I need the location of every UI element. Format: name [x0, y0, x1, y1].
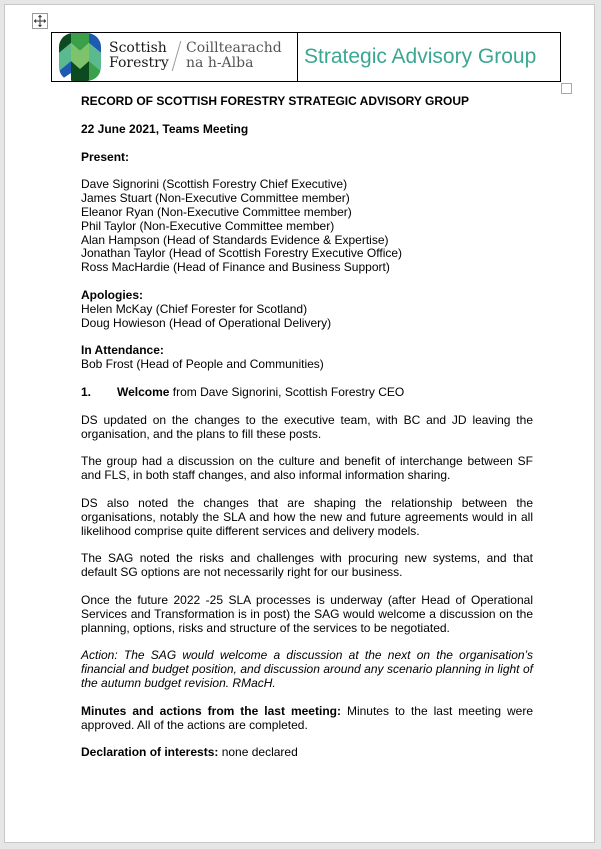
logo-name-english	[109, 41, 169, 71]
declaration-text: none declared	[218, 745, 298, 760]
apologies-label: Apologies:	[81, 287, 143, 302]
paragraph: The group had a discussion on the culture and benefit of interchange between SF and FLS, in both staff changes, and also informal information sharing.	[81, 454, 533, 483]
minutes-section	[81, 705, 533, 733]
present-item: James Stuart (Non-Executive Committee member)	[81, 191, 350, 206]
apologies-section	[81, 289, 533, 330]
present-item: Eleanor Ryan (Non-Executive Committee member)	[81, 204, 352, 219]
agenda-item-number: 1.	[81, 384, 92, 399]
minutes-text: Minutes to the last meeting were approved. All of the actions are completed.	[81, 703, 533, 732]
header-table	[51, 32, 561, 82]
declaration-label: Declaration of interests:	[81, 745, 219, 760]
agenda-item-title: Welcome	[117, 384, 170, 399]
action-item: Action: The SAG would welcome a discussion at the next on the organisation’s financial and budget position, and discussion around any scenario planning in light of the autumn budget revision. RMacH.	[81, 648, 533, 690]
document-page	[4, 4, 595, 843]
attendance-section	[81, 344, 533, 372]
table-resize-handle[interactable]	[561, 83, 572, 94]
present-item: Jonathan Taylor (Head of Scottish Forestry Executive Office)	[81, 246, 403, 261]
paragraph: DS also noted the changes that are shaping the relationship between the organisations, notably the SLA and how the new and future agreements would in all likelihood comprise quite different services and delivery models.	[81, 495, 533, 538]
agenda-item-subtitle: from Dave Signorini, Scottish Forestry CEO	[169, 384, 405, 399]
present-list	[81, 178, 533, 275]
document-heading: RECORD OF SCOTTISH FORESTRY STRATEGIC ADVISORY GROUP	[81, 94, 470, 108]
minutes-label: Minutes and actions from the last meeting:	[81, 703, 341, 718]
scottish-forestry-logo-icon	[57, 33, 103, 81]
present-label: Present:	[81, 149, 130, 164]
paragraph: DS updated on the changes to the executive team, with BC and JD leaving the organisation, and the plans to fill these posts.	[81, 412, 533, 441]
logo-gd-line2: na h-Alba	[186, 55, 254, 71]
present-item: Dave Signorini (Scottish Forestry Chief Executive)	[81, 177, 348, 192]
logo-gd-line1: Coilltearachd	[186, 40, 282, 56]
document-body	[81, 95, 533, 760]
move-arrows-icon	[34, 15, 46, 27]
attendance-item: Bob Frost (Head of People and Communities)	[81, 357, 324, 372]
agenda-item-1	[81, 386, 533, 400]
present-item: Alan Hampson (Head of Standards Evidence & Expertise)	[81, 232, 389, 247]
paragraph: Once the future 2022 -25 SLA processes is underway (after Head of Operational Services and Transformation is in post) the SAG would welcome a discussion on the planning, options, risks and structure of the services to be negotiated.	[81, 592, 533, 635]
logo-cell	[52, 33, 298, 81]
meeting-date: 22 June 2021, Teams Meeting	[81, 121, 249, 136]
declaration-section	[81, 746, 533, 760]
logo-name-gaelic	[186, 41, 282, 71]
logo-en-line2: Forestry	[109, 55, 169, 71]
logo-divider	[172, 41, 182, 71]
paragraph: The SAG noted the risks and challenges with procuring new systems, and that default SG options are not necessarily right for our business.	[81, 551, 533, 580]
apologies-item: Doug Howieson (Head of Operational Delivery)	[81, 315, 332, 330]
apologies-item: Helen McKay (Chief Forester for Scotland)	[81, 301, 308, 316]
table-move-handle[interactable]	[32, 13, 48, 29]
logo-en-line1: Scottish	[109, 40, 167, 56]
present-item: Ross MacHardie (Head of Finance and Business Support)	[81, 260, 390, 275]
header-title: Strategic Advisory Group	[304, 45, 537, 68]
present-item: Phil Taylor (Non-Executive Committee member)	[81, 218, 335, 233]
attendance-label: In Attendance:	[81, 343, 164, 358]
